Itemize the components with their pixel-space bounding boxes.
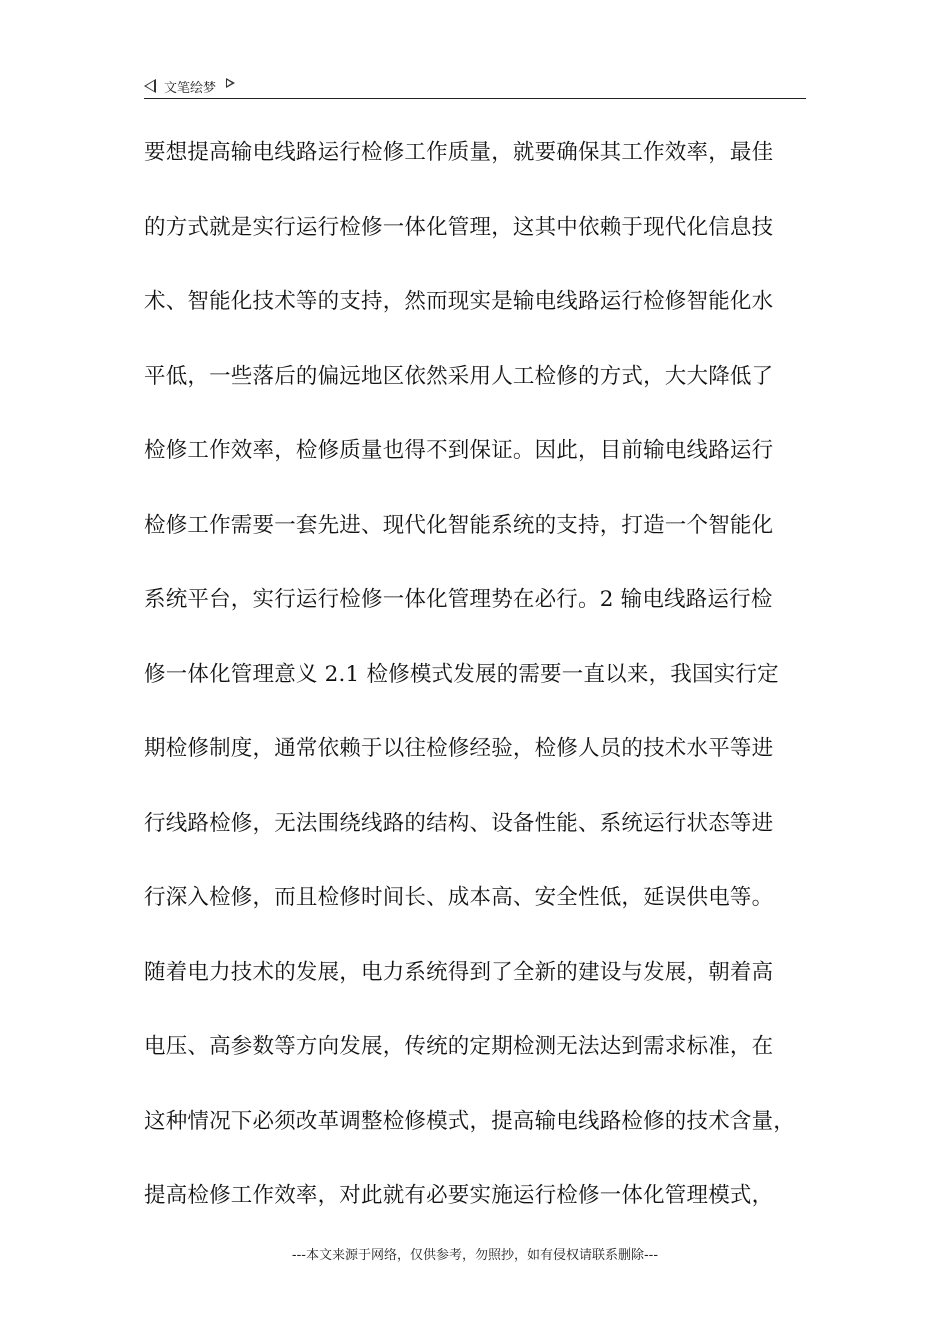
- body-line: 随着电力技术的发展，电力系统得到了全新的建设与发展，朝着高: [144, 959, 774, 985]
- header-title: 文笔绘梦: [164, 80, 217, 96]
- body-line: 的方式就是实行运行检修一体化管理，这其中依赖于现代化信息技: [144, 214, 774, 240]
- page-footer: ---本文来源于网络，仅供参考，勿照抄，如有侵权请联系删除---: [291, 1248, 659, 1263]
- body-line: 这种情况下必须改革调整检修模式，提高输电线路检修的技术含量，: [144, 1108, 796, 1134]
- body-line: 系统平台，实行运行检修一体化管理势在必行。2 输电线路运行检: [144, 587, 773, 612]
- body-line: 检修工作效率，检修质量也得不到保证。因此，目前输电线路运行: [144, 438, 774, 463]
- body-line: 电压、高参数等方向发展，传统的定期检测无法达到需求标准，在: [144, 1034, 774, 1059]
- body-line: 提高检修工作效率，对此就有必要实施运行检修一体化管理模式，: [144, 1183, 774, 1208]
- body-line: 检修工作需要一套先进、现代化智能系统的支持，打造一个智能化: [144, 512, 774, 538]
- body-line: 术、智能化技术等的支持，然而现实是输电线路运行检修智能化水: [144, 289, 774, 314]
- body-line: 修一体化管理意义 2.1 检修模式发展的需要一直以来，我国实行定: [144, 661, 779, 687]
- triangle-left-icon: [144, 79, 156, 93]
- page-header: [144, 74, 806, 99]
- body-line: 行线路检修，无法围绕线路的结构、设备性能、系统运行状态等进: [144, 810, 774, 836]
- body-line: 要想提高输电线路运行检修工作质量，就要确保其工作效率，最佳: [144, 140, 774, 165]
- body-line: 行深入检修，而且检修时间长、成本高、安全性低，延误供电等。: [144, 885, 774, 910]
- triangle-right-icon: [226, 78, 235, 88]
- body-line: 期检修制度，通常依赖于以往检修经验，检修人员的技术水平等进: [144, 736, 774, 761]
- body-line: 平低，一些落后的偏远地区依然采用人工检修的方式，大大降低了: [144, 363, 774, 389]
- document-body: [144, 133, 809, 1251]
